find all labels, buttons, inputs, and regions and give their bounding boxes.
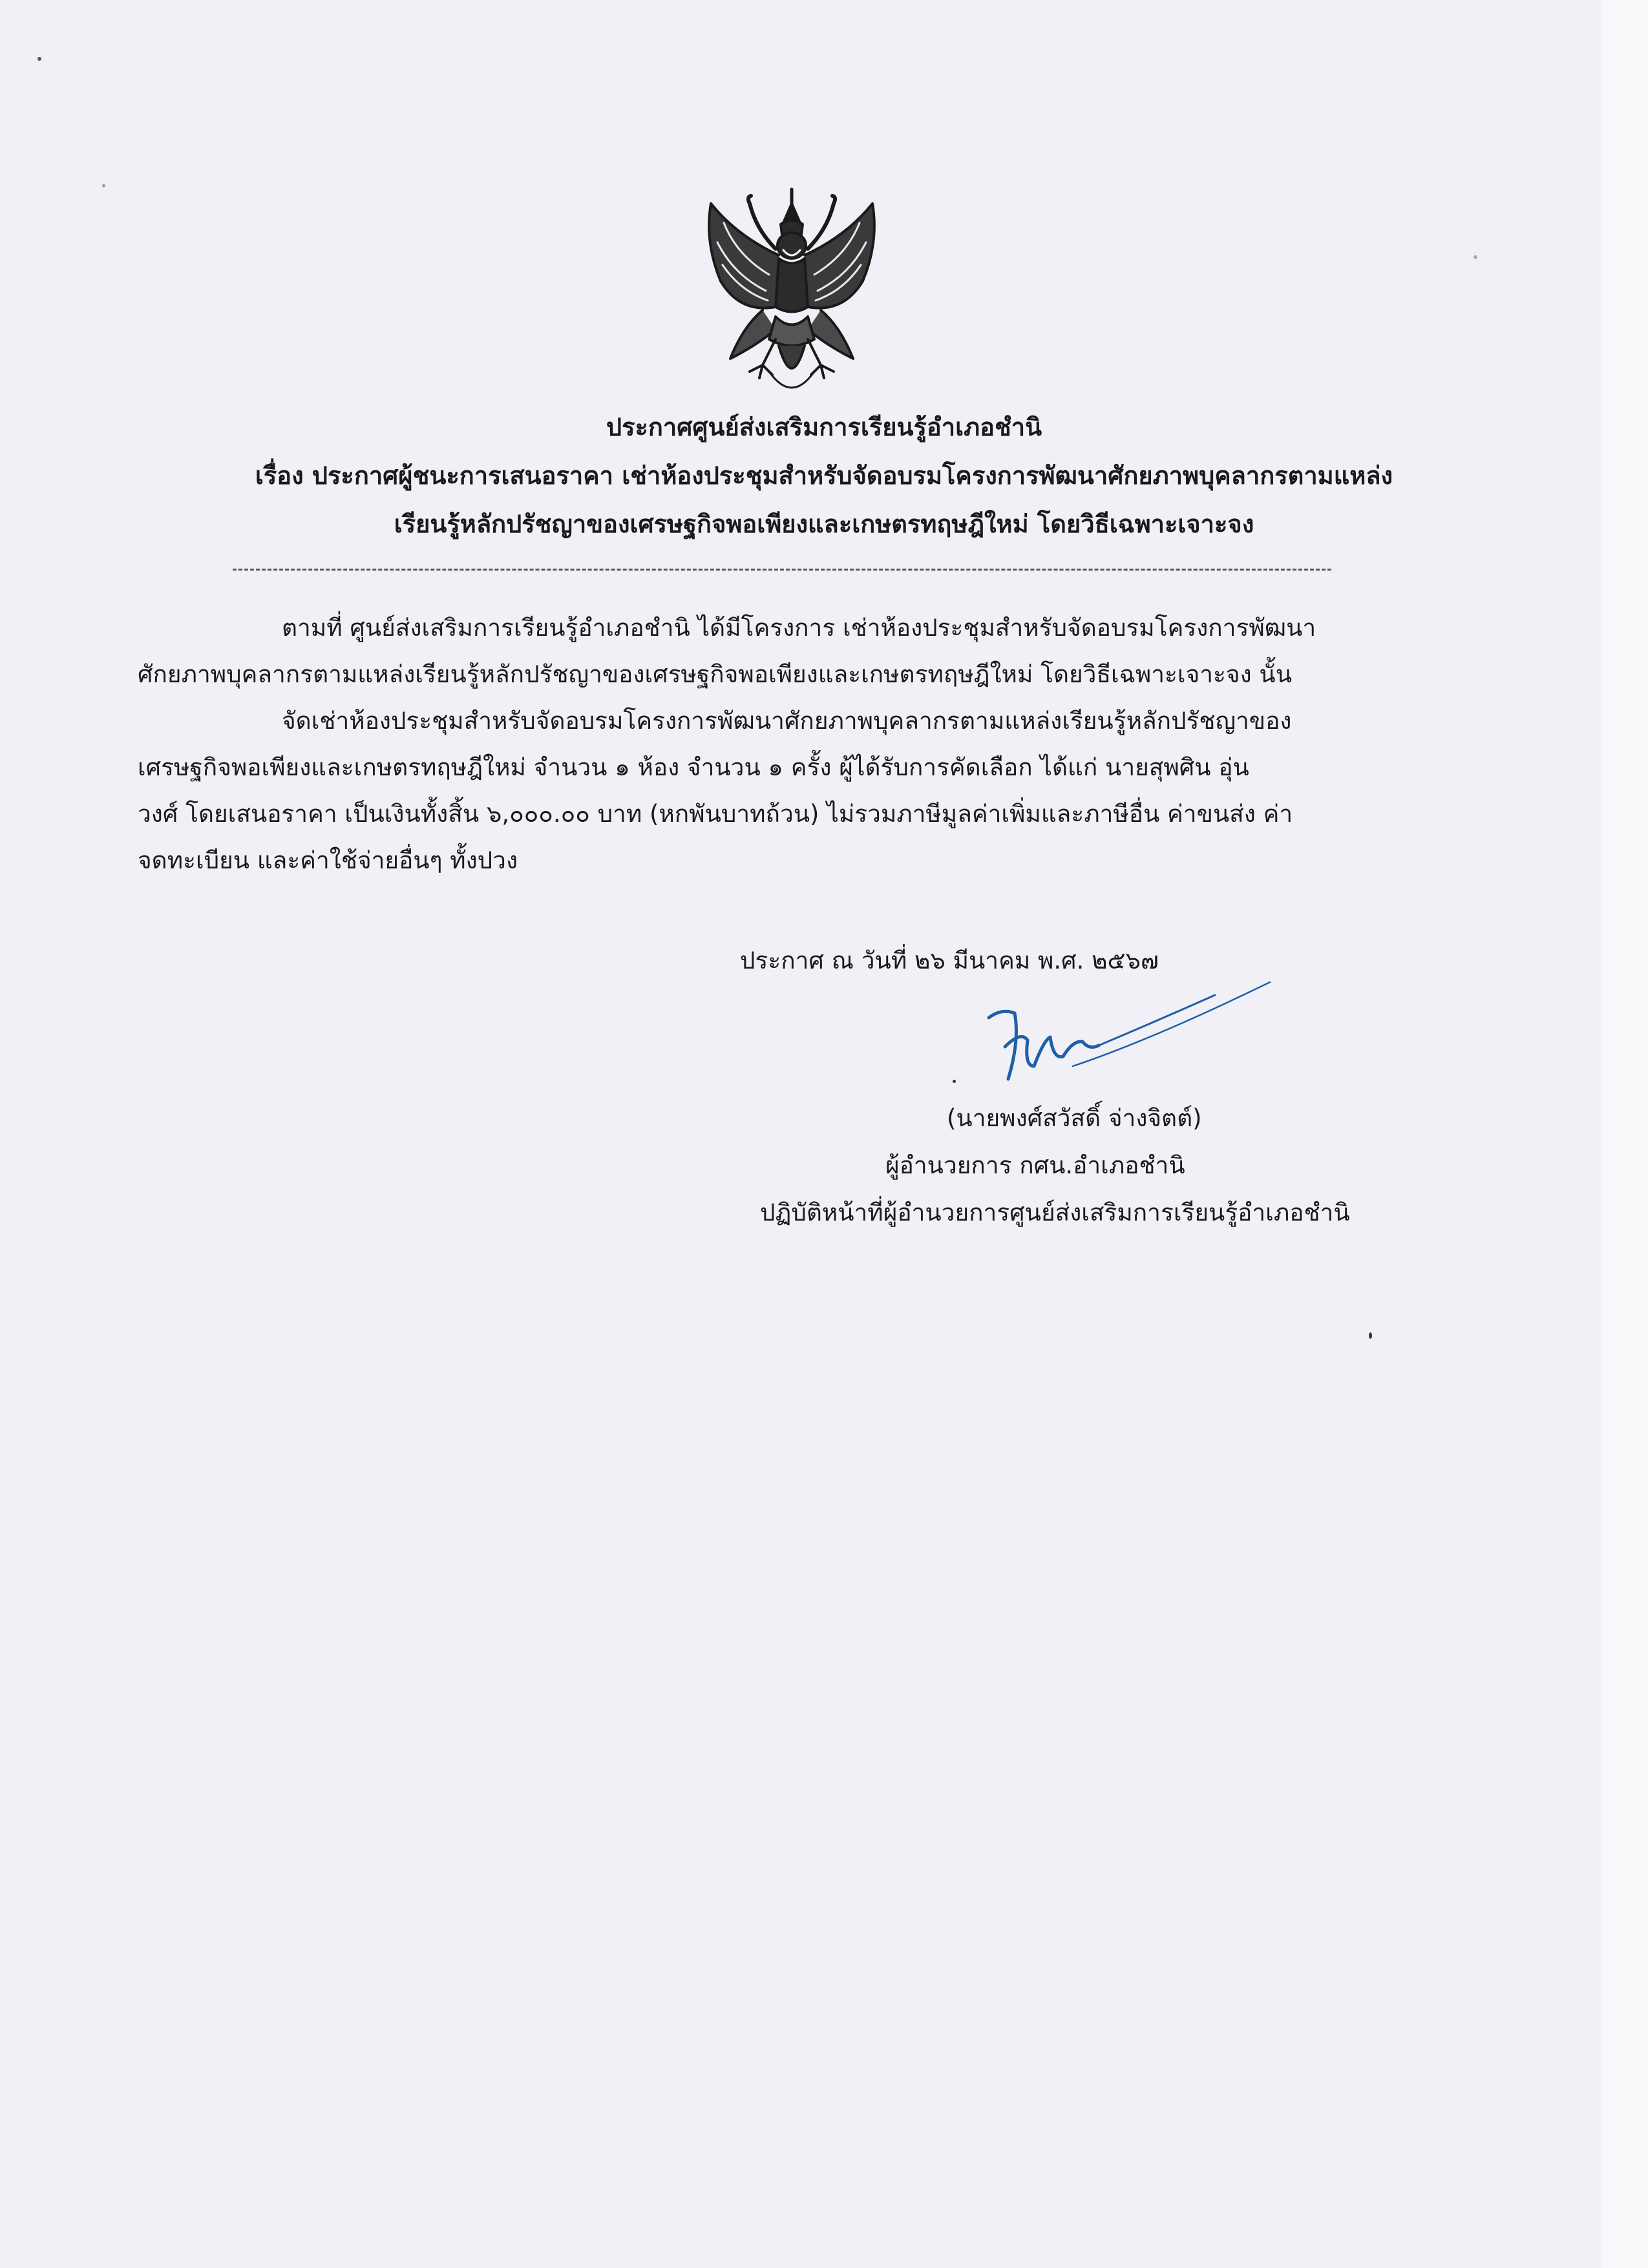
announcement-subject-line2: เรียนรู้หลักปรัชญาของเศรษฐกิจพอเพียงและเกษตรทฤษฎีใหม่ โดยวิธีเฉพาะเจาะจง <box>394 510 1254 538</box>
scan-speck <box>1369 1332 1372 1339</box>
body-paragraph1-line1: ตามที่ ศูนย์ส่งเสริมการเรียนรู้อำเภอชำนิ ได้มีโครงการ เช่าห้องประชุมสำหรับจัดอบรมโครงการพัฒนา <box>282 614 1316 642</box>
body-paragraph2-line4: จดทะเบียน และค่าใช้จ่ายอื่นๆ ทั้งปวง <box>138 846 518 874</box>
signatory-name: (นายพงศ์สวัสดิ์ จ่างจิตต์) <box>947 1104 1202 1132</box>
body-paragraph2-line2: เศรษฐกิจพอเพียงและเกษตรทฤษฎีใหม่ จำนวน ๑ ห้อง จำนวน ๑ ครั้ง ผู้ได้รับการคัดเลือก ได้แก่ นายสุพศิน อุ่น <box>138 753 1249 781</box>
header-divider <box>233 569 1331 571</box>
signatory-position: ผู้อำนวยการ กศน.อำเภอชำนิ <box>885 1151 1185 1179</box>
scan-edge <box>1601 0 1648 2268</box>
announcement-title: ประกาศศูนย์ส่งเสริมการเรียนรู้อำเภอชำนิ <box>606 413 1042 441</box>
announcement-subject-line1: เรื่อง ประกาศผู้ชนะการเสนอราคา เช่าห้องประชุมสำหรับจัดอบรมโครงการพัฒนาศักยภาพบุคลากรตามแหล่ง <box>255 461 1393 490</box>
body-paragraph1-line2: ศักยภาพบุคลากรตามแหล่งเรียนรู้หลักปรัชญาของเศรษฐกิจพอเพียงและเกษตรทฤษฎีใหม่ โดยวิธีเฉพาะเจาะจง นั้น <box>138 660 1292 688</box>
handwritten-signature <box>944 969 1280 1098</box>
signatory-acting-position: ปฏิบัติหน้าที่ผู้อำนวยการศูนย์ส่งเสริมการเรียนรู้อำเภอชำนิ <box>760 1199 1350 1226</box>
garuda-emblem-icon <box>685 178 898 410</box>
announcement-date: ประกาศ ณ วันที่ ๒๖ มีนาคม พ.ศ. ๒๕๖๗ <box>740 947 1159 974</box>
scan-speck <box>102 184 105 187</box>
scan-speck <box>1474 255 1477 259</box>
body-paragraph2-line3: วงศ์ โดยเสนอราคา เป็นเงินทั้งสิ้น ๖,๐๐๐.๐๐ บาท (หกพันบาทถ้วน) ไม่รวมภาษีมูลค่าเพิ่มและภาษีอื่น ค่าขนส่ง ค่า <box>138 800 1293 828</box>
scan-speck <box>37 57 41 61</box>
body-paragraph2-line1: จัดเช่าห้องประชุมสำหรับจัดอบรมโครงการพัฒนาศักยภาพบุคลากรตามแหล่งเรียนรู้หลักปรัชญาของ <box>282 707 1292 735</box>
